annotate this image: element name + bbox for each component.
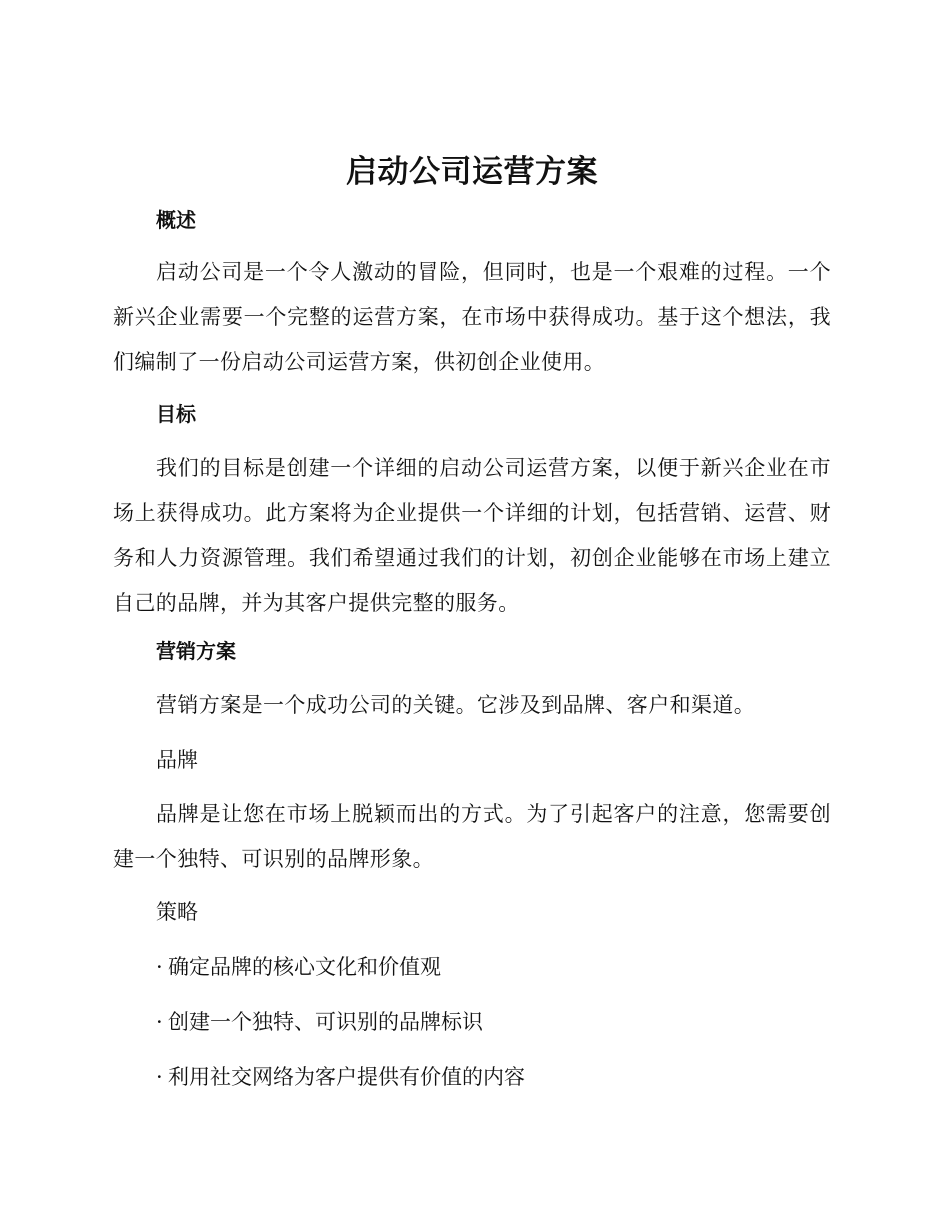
list-item (156, 1007, 483, 1037)
section-heading-goal: 目标 (156, 402, 196, 426)
section-heading-overview: 概述 (156, 208, 196, 232)
subheading-strategy: 策略 (156, 900, 198, 924)
bullet-mark: · (156, 955, 163, 979)
section-heading-marketing: 营销方案 (156, 639, 236, 663)
bullet-text: 利用社交网络为客户提供有价值的内容 (168, 1065, 525, 1089)
document-title: 启动公司运营方案 (346, 154, 598, 190)
bullet-mark: · (156, 1065, 163, 1089)
bullet-text: 确定品牌的核心文化和价值观 (168, 955, 441, 979)
bullet-text: 创建一个独特、可识别的品牌标识 (168, 1010, 483, 1034)
paragraph-marketing: 营销方案是一个成功公司的关键。它涉及到品牌、客户和渠道。 (156, 693, 756, 717)
paragraph-brand: 品牌是让您在市场上脱颖而出的方式。为了引起客户的注意，您需要创建一个独特、可识别的品牌形象。 (113, 802, 831, 871)
list-item (156, 1062, 525, 1092)
subheading-brand: 品牌 (156, 748, 198, 772)
paragraph-overview: 启动公司是一个令人激动的冒险，但同时，也是一个艰难的过程。一个新兴企业需要一个完整的运营方案，在市场中获得成功。基于这个想法，我们编制了一份启动公司运营方案，供初创企业使用。 (113, 260, 831, 374)
list-item (156, 952, 441, 982)
paragraph-goal: 我们的目标是创建一个详细的启动公司运营方案，以便于新兴企业在市场上获得成功。此方案将为企业提供一个详细的计划，包括营销、运营、财务和人力资源管理。我们希望通过我们的计划，初创企业能够在市场上建立自己的品牌，并为其客户提供完整的服务。 (113, 456, 831, 615)
bullet-mark: · (156, 1010, 163, 1034)
